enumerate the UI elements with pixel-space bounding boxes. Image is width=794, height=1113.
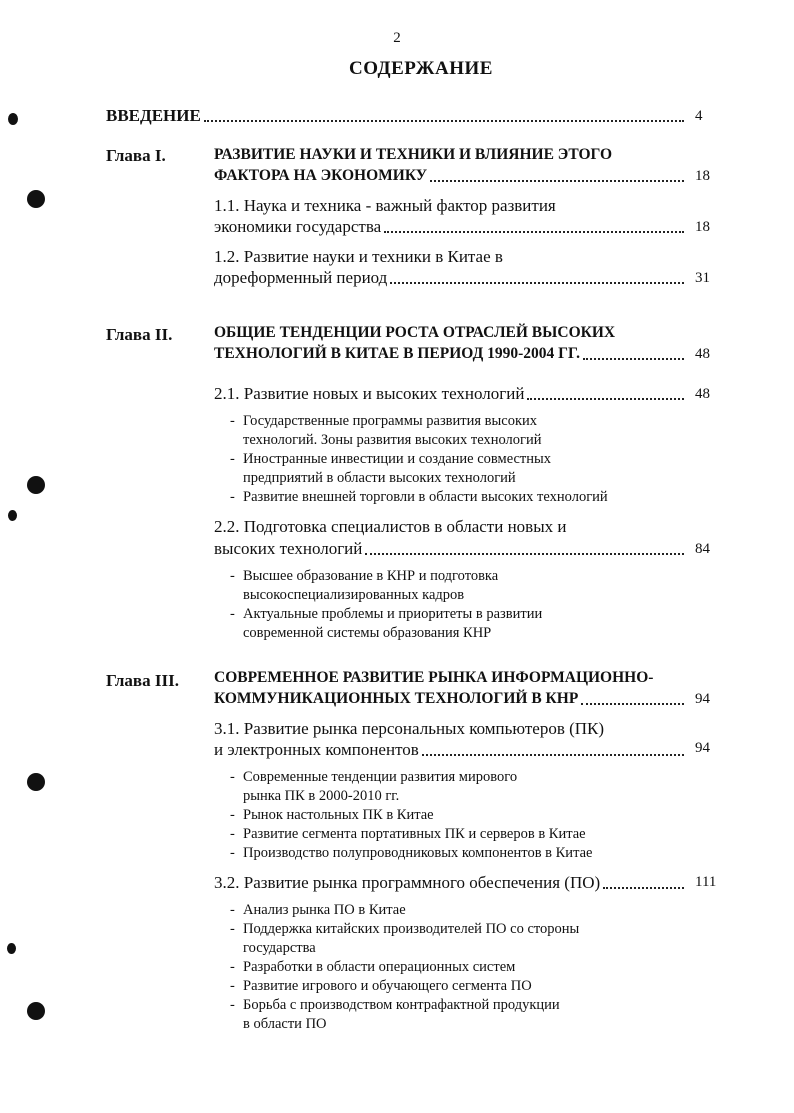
toc-page-number: 94 [695, 740, 710, 756]
punch-hole [7, 943, 16, 954]
toc-page-number: 48 [695, 346, 710, 362]
section-title-line: 1.1. Наука и техника - важный фактор развития [214, 196, 556, 215]
chapter-title-line: РАЗВИТИЕ НАУКИ И ТЕХНИКИ И ВЛИЯНИЕ ЭТОГО [214, 146, 613, 163]
punch-hole [27, 476, 45, 494]
section-title-line: экономики государства [214, 215, 684, 239]
bullet-item: - Рынок настольных ПК в Китае [230, 807, 434, 823]
dot-leader [430, 179, 684, 182]
bullet-item-continued: государства [243, 940, 316, 956]
bullet-item: - Разработки в области операционных систем [230, 959, 516, 975]
chapter-label: Глава III. [106, 671, 179, 690]
dot-leader [384, 230, 684, 233]
page-number: 2 [393, 30, 401, 46]
section-title-line: 1.2. Развитие науки и техники в Китае в [214, 247, 503, 266]
punch-hole [8, 113, 18, 125]
dot-leader [365, 552, 684, 555]
toc-entry-label: ВВЕДЕНИЕ [106, 106, 201, 125]
chapter-label: Глава I. [106, 146, 166, 165]
toc-page-number: 18 [695, 219, 710, 235]
toc-page-number: 111 [695, 874, 717, 890]
bullet-item-continued: рынка ПК в 2000-2010 гг. [243, 788, 400, 804]
bullet-item: - Развитие сегмента портативных ПК и серверов в Китае [230, 826, 586, 842]
dot-leader [603, 886, 684, 889]
bullet-item-continued: высокоспециализированных кадров [243, 587, 465, 603]
bullet-item: - Анализ рынка ПО в Китае [230, 902, 406, 918]
section-title-line: высоких технологий [214, 537, 684, 561]
chapter-title-line: СОВРЕМЕННОЕ РАЗВИТИЕ РЫНКА ИНФОРМАЦИОННО- [214, 669, 654, 686]
section-title-line: 3.2. Развитие рынка программного обеспечения (ПО) [214, 871, 684, 895]
bullet-item-continued: современной системы образования КНР [243, 625, 492, 641]
page-title: СОДЕРЖАНИЕ [349, 58, 493, 79]
chapter-label: Глава II. [106, 325, 173, 344]
bullet-item: - Развитие игрового и обучающего сегмента ПО [230, 978, 532, 994]
dot-leader [390, 281, 684, 284]
dot-leader [583, 357, 684, 360]
bullet-item: - Развитие внешней торговли в области высоких технологий [230, 489, 608, 505]
bullet-item: - Поддержка китайских производителей ПО со стороны [230, 921, 580, 937]
toc-page-number: 48 [695, 386, 710, 402]
bullet-item: - Современные тенденции развития мирового [230, 769, 518, 785]
section-title-line: 2.2. Подготовка специалистов в области новых и [214, 517, 567, 536]
bullet-item: - Высшее образование в КНР и подготовка [230, 568, 499, 584]
section-title-line: и электронных компонентов [214, 738, 684, 762]
toc-page-number: 4 [695, 108, 703, 124]
bullet-item: - Иностранные инвестиции и создание совместных [230, 451, 552, 467]
toc-page-number: 31 [695, 270, 710, 286]
bullet-item-continued: в области ПО [243, 1016, 327, 1032]
bullet-item: - Производство полупроводниковых компонентов в Китае [230, 845, 593, 861]
punch-hole [8, 510, 17, 521]
bullet-item-continued: технологий. Зоны развития высоких технологий [243, 432, 542, 448]
punch-hole [27, 773, 45, 791]
toc-entry-introduction [106, 104, 684, 128]
dot-leader [527, 397, 684, 400]
section-title-line: 3.1. Развитие рынка персональных компьютеров (ПК) [214, 719, 605, 738]
chapter-title-line: ОБЩИЕ ТЕНДЕНЦИИ РОСТА ОТРАСЛЕЙ ВЫСОКИХ [214, 324, 616, 341]
chapter-title-line: КОММУНИКАЦИОННЫХ ТЕХНОЛОГИЙ В КНР [214, 687, 684, 711]
section-title-line: дореформенный период [214, 266, 684, 290]
bullet-item: - Борьба с производством контрафактной продукции [230, 997, 560, 1013]
toc-page-number: 18 [695, 168, 710, 184]
toc-page-number: 94 [695, 691, 710, 707]
punch-hole [27, 190, 45, 208]
punch-hole [27, 1002, 45, 1020]
bullet-item-continued: предприятий в области высоких технологий [243, 470, 516, 486]
bullet-item: - Государственные программы развития высоких [230, 413, 538, 429]
chapter-title-line: ФАКТОРА НА ЭКОНОМИКУ [214, 164, 684, 188]
section-title-line: 2.1. Развитие новых и высоких технологий [214, 382, 684, 406]
toc-page-number: 84 [695, 541, 710, 557]
chapter-title-line: ТЕХНОЛОГИЙ В КИТАЕ В ПЕРИОД 1990-2004 ГГ. [214, 342, 684, 366]
dot-leader [422, 753, 684, 756]
dot-leader [204, 119, 684, 122]
dot-leader [581, 702, 684, 705]
bullet-item: - Актуальные проблемы и приоритеты в развитии [230, 606, 543, 622]
